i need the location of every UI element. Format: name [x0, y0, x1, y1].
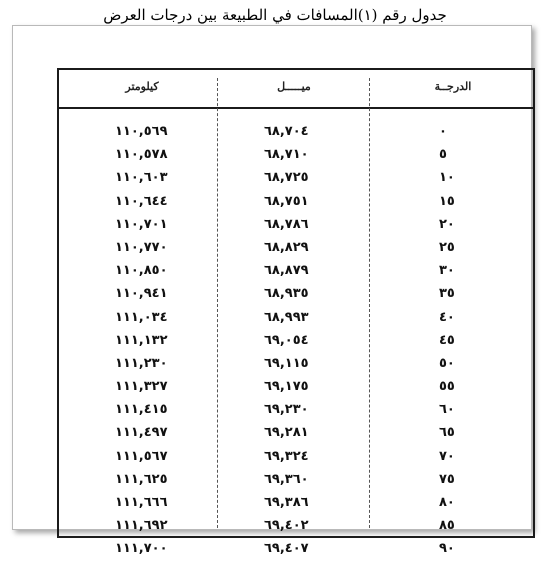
km-value: ١١٠,٥٧٨	[115, 147, 168, 163]
miles-value: ٦٨,٧٥١	[264, 193, 309, 209]
miles-value: ٦٩,٢٣٠	[264, 402, 309, 418]
degree-value: ٤٠	[439, 309, 455, 325]
km-value: ١١٠,٨٥٠	[115, 263, 168, 279]
table-row	[59, 518, 533, 541]
miles-value: ٦٩,٤٠٧	[264, 541, 309, 557]
degree-value: ٩٠	[439, 541, 455, 557]
km-value: ١١١,٧٠٠	[115, 541, 168, 557]
miles-value: ٦٩,٣٢٤	[264, 448, 309, 464]
table-body	[59, 124, 533, 565]
miles-value: ٦٨,٩٣٥	[264, 286, 309, 302]
km-value: ١١١,٦٢٥	[115, 471, 168, 487]
degree-value: ٥	[439, 147, 447, 163]
table-row	[59, 379, 533, 402]
miles-value: ٦٩,٠٥٤	[264, 332, 309, 348]
miles-value: ٦٩,١٧٥	[264, 379, 309, 395]
km-value: ١١٠,٩٤١	[115, 286, 168, 302]
table-row	[59, 170, 533, 193]
miles-value: ٦٩,٤٠٢	[264, 518, 309, 534]
km-value: ١١١,٠٣٤	[115, 309, 168, 325]
degree-value: ٤٥	[439, 332, 455, 348]
table-row	[59, 240, 533, 263]
table-row	[59, 495, 533, 518]
degree-value: ٦٥	[439, 425, 455, 441]
table-caption: جدول رقم (١)المسافات في الطبيعة بين درجات العرض	[103, 6, 447, 24]
miles-value: ٦٨,٨٧٩	[264, 263, 309, 279]
degree-value: ١٠	[439, 170, 455, 186]
km-value: ١١١,١٣٢	[115, 332, 168, 348]
km-value: ١١١,٦٩٢	[115, 518, 168, 534]
table-row	[59, 263, 533, 286]
degree-value: ١٥	[439, 193, 455, 209]
header-km: كيلومتر	[125, 80, 159, 93]
miles-value: ٦٨,٧٨٦	[264, 216, 309, 232]
km-value: ١١١,٦٦٦	[115, 495, 168, 510]
km-value: ١١١,٢٣٠	[115, 355, 168, 371]
km-value: ١١١,٣٢٧	[115, 379, 168, 395]
miles-value: ٦٩,٣٨٦	[264, 495, 309, 510]
km-value: ١١٠,٥٦٩	[115, 124, 168, 139]
table-row	[59, 194, 533, 217]
km-value: ١١١,٤١٥	[115, 402, 168, 418]
miles-value: ٦٩,٢٨١	[264, 425, 309, 441]
header-divider	[59, 107, 533, 109]
table-row	[59, 333, 533, 356]
km-value: ١١٠,٧٠١	[115, 216, 168, 232]
table-row	[59, 286, 533, 309]
degree-value: ٨٥	[439, 518, 455, 534]
miles-value: ٦٩,١١٥	[264, 355, 309, 371]
degree-value: ٢٠	[439, 216, 455, 232]
km-value: ١١٠,٧٧٠	[115, 239, 168, 255]
degree-value: ٧٥	[439, 471, 455, 487]
degree-value: ٣٥	[439, 286, 455, 302]
table-row	[59, 425, 533, 448]
table-row	[59, 541, 533, 564]
table-row	[59, 472, 533, 495]
degree-value: ٨٠	[439, 495, 455, 510]
table-row	[59, 124, 533, 147]
table-row	[59, 310, 533, 333]
distance-table	[57, 68, 535, 557]
miles-value: ٦٨,٩٩٣	[264, 309, 309, 325]
degree-value: ٠	[439, 124, 447, 139]
table-row	[59, 147, 533, 170]
table-row	[59, 449, 533, 472]
table-row	[59, 356, 533, 379]
degree-value: ٧٠	[439, 448, 455, 464]
degree-value: ٥٠	[439, 355, 455, 371]
miles-value: ٦٨,٧٢٥	[264, 170, 309, 186]
header-miles: ميـــــل	[277, 80, 311, 93]
table-row	[59, 217, 533, 240]
km-value: ١١٠,٦٤٤	[115, 193, 168, 209]
degree-value: ٦٠	[439, 402, 455, 418]
miles-value: ٦٨,٧١٠	[264, 147, 309, 163]
km-value: ١١٠,٦٠٣	[115, 170, 168, 186]
miles-value: ٦٨,٨٢٩	[264, 239, 309, 255]
degree-value: ٣٠	[439, 263, 455, 279]
km-value: ١١١,٤٩٧	[115, 425, 168, 441]
km-value: ١١١,٥٦٧	[115, 448, 168, 464]
header-degree: الدرجــة	[434, 80, 472, 93]
miles-value: ٦٩,٣٦٠	[264, 471, 309, 487]
scanned-table-image	[12, 25, 532, 557]
table-row	[59, 402, 533, 425]
miles-value: ٦٨,٧٠٤	[264, 124, 309, 139]
degree-value: ٥٥	[439, 379, 455, 395]
degree-value: ٢٥	[439, 239, 455, 255]
